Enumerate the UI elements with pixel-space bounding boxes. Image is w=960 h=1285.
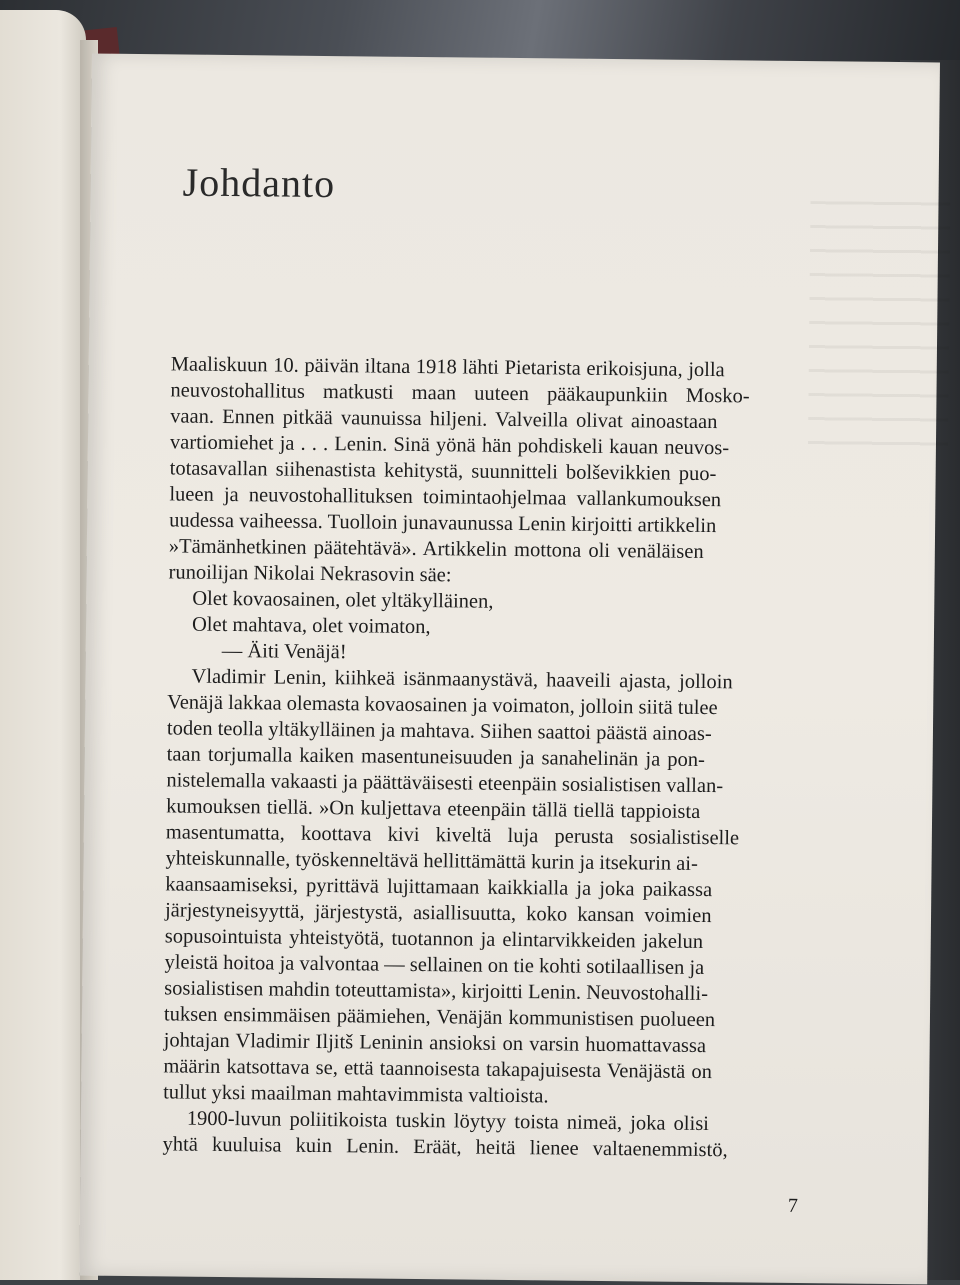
text-line: johtajan Vladimir Iljitš Leninin ansioksi on varsin huomattavassa <box>163 1029 707 1058</box>
text-line: järjestyneisyyttä, järjestystä, asiallisuutta, koko kansan voimien <box>164 899 712 928</box>
text-line: vaan. Ennen pitkää vaunuissa hiljeni. Valveilla olivat ainoastaan <box>170 405 718 434</box>
text-line: nistelemalla vakaasti ja päättäväisesti eteenpäin sosialistisen vallan- <box>166 769 724 798</box>
text-line: yleistä hoitoa ja valvontaa — sellainen on tie kohti sotilaallisen ja <box>164 951 705 980</box>
text-line: 1900-luvun poliitikoista tuskin löytyy toista nimeä, joka olisi <box>186 1107 710 1136</box>
text-line: lueen ja neuvostohallituksen toimintaohjelmaa vallankumouksen <box>169 483 722 512</box>
text-line: Maaliskuun 10. päivän iltana 1918 lähti Pietarista erikoisjuna, jolla <box>170 353 725 382</box>
chapter-title: Johdanto <box>182 159 336 207</box>
text-line: »Tämänhetkinen päätehtävä». Artikkelin mottona oli venäläisen <box>168 535 704 563</box>
page-number: 7 <box>787 1194 799 1218</box>
text-line: yhtä kuuluisa kuin Lenin. Eräät, heitä lienee valtaenemmistö, <box>162 1133 728 1162</box>
text-line: kaansaamiseksi, pyrittävä lujittamaan kaikkialla ja joka paikassa <box>165 873 713 902</box>
text-line: neuvostohallitus matkusti maan uuteen pääkaupunkiin Mosko- <box>170 379 750 408</box>
text-line: vartiomiehet ja . . . Lenin. Sinä yönä hän pohdiskeli kauan neuvos- <box>169 431 730 460</box>
text-line: Vladimir Lenin, kiihkeä isänmaanystävä, haaveili ajasta, jolloin <box>191 665 733 694</box>
text-line: sopusointuista yhteistyötä, tuotannon ja elintarvikkeiden jakelun <box>164 925 704 954</box>
text-line: kumouksen tiellä. »On kuljettava eteenpäin tällä tiellä tappioista <box>166 795 701 823</box>
text-line: taan torjumalla kaiken masentuneisuuden ja sanahelinän ja pon- <box>166 743 706 772</box>
poem-line: Olet kovaosainen, olet yltäkylläinen, <box>192 587 494 613</box>
text-line: toden teolla yltäkylläinen ja mahtava. Siihen saattoi päästä ainoas- <box>166 717 712 746</box>
text-line: määrin katsottava se, että taannoisesta takapajuisesta Venäjästä on <box>163 1055 713 1084</box>
text-line: masentumatta, koottava kivi kiveltä luja perusta sosialistiselle <box>165 821 740 850</box>
poem-line: — Äiti Venäjä! <box>221 639 347 664</box>
left-page <box>0 10 86 1280</box>
text-line: yhteiskunnalle, työskenneltävä hellittämättä kurin ja itsekurin ai- <box>165 847 698 875</box>
text-line: Venäjä lakkaa olemasta kovaosainen ja voimaton, jolloin siitä tulee <box>167 691 718 720</box>
text-line: sosialistisen mahdin toteuttamista», kirjoitti Lenin. Neuvostohalli- <box>164 977 709 1006</box>
text-line: uudessa vaiheessa. Tuolloin junavaunussa Lenin kirjoitti artikkelin <box>169 509 717 538</box>
text-line: runoilijan Nikolai Nekrasovin säe: <box>168 561 452 587</box>
poem-line: Olet mahtava, olet voimaton, <box>191 613 431 639</box>
text-line: totasavallan siihenastista kehitystä, suunnitteli bolševikkien puo- <box>169 457 717 486</box>
text-line: tuksen ensimmäisen päämiehen, Venäjän kommunistisen puolueen <box>163 1003 716 1032</box>
show-through-text <box>808 201 951 462</box>
text-line: tullut yksi maailman mahtavimmista valtioista. <box>163 1081 549 1108</box>
book-page <box>79 54 940 1285</box>
